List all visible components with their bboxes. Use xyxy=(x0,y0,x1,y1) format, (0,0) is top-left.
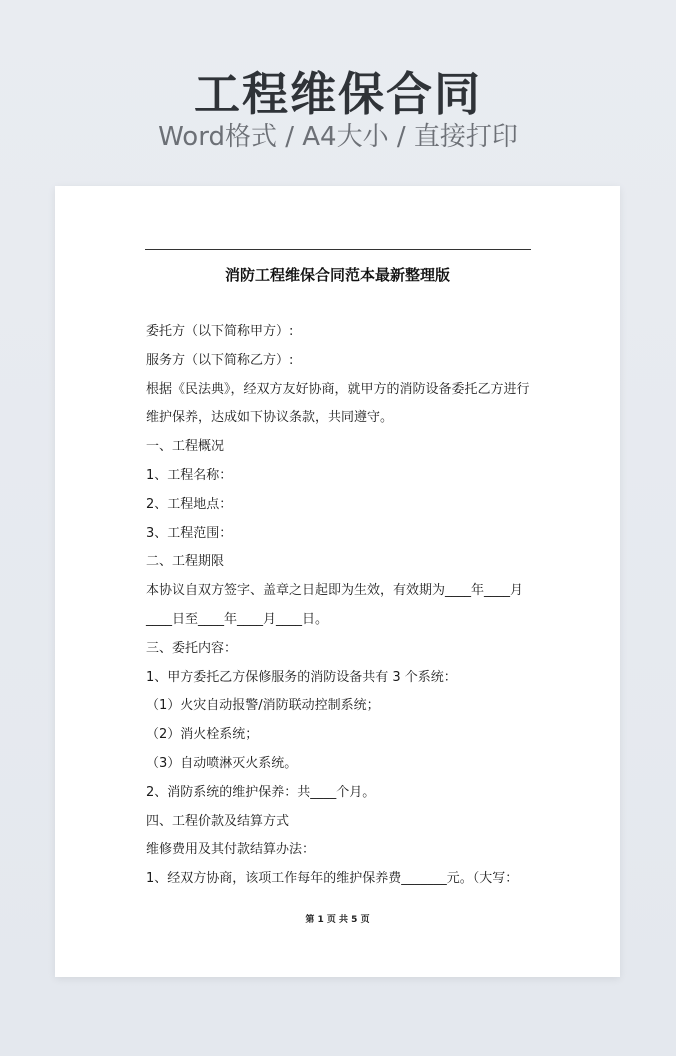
page-footer: 第 1 页 共 5 页 xyxy=(305,915,370,925)
body-line: 2、工程地点： xyxy=(146,496,233,512)
document-body xyxy=(146,322,536,898)
document-title: 消防工程维保合同范本最新整理版 xyxy=(224,266,450,284)
body-line: 1、工程名称： xyxy=(146,467,233,483)
banner-subtitle: Word格式 / A4大小 / 直接打印 xyxy=(158,122,518,152)
body-line: 服务方（以下简称乙方）: xyxy=(146,352,294,368)
body-line: （2）消火栓系统； xyxy=(146,727,259,743)
body-line: 1、甲方委托乙方保修服务的消防设备共有 3 个系统： xyxy=(146,669,457,685)
body-line: 二、工程期限 xyxy=(146,554,225,570)
body-line: 委托方（以下简称甲方）: xyxy=(146,324,294,339)
body-line: 维修费用及其付款结算办法： xyxy=(146,842,316,858)
header-rule xyxy=(145,249,531,250)
body-line: 三、委托内容： xyxy=(146,640,238,656)
body-line: 根据《民法典》，经双方友好协商，就甲方的消防设备委托乙方进行 xyxy=(146,381,530,397)
body-line: 一、工程概况 xyxy=(146,439,225,455)
document-page xyxy=(55,186,620,977)
banner-title: 工程维保合同 xyxy=(194,67,482,121)
body-line: 维护保养，达成如下协议条款，共同遵守。 xyxy=(146,410,394,426)
body-line: （1）火灾自动报警/消防联动控制系统； xyxy=(146,698,380,714)
body-line: （3）自动喷淋灭火系统。 xyxy=(146,755,298,771)
body-line: 本协议自双方签字、盖章之日起即为生效，有效期为____年____月 xyxy=(146,583,524,599)
body-line: 2、消防系统的维护保养：共____个月。 xyxy=(146,784,376,800)
body-line: 3、工程范围： xyxy=(146,525,233,541)
body-line: 1、经双方协商，该项工作每年的维护保养费_______元。（大写： xyxy=(146,871,519,887)
body-line: 四、工程价款及结算方式 xyxy=(146,813,290,829)
body-line: ____日至____年____月____日。 xyxy=(146,611,329,627)
